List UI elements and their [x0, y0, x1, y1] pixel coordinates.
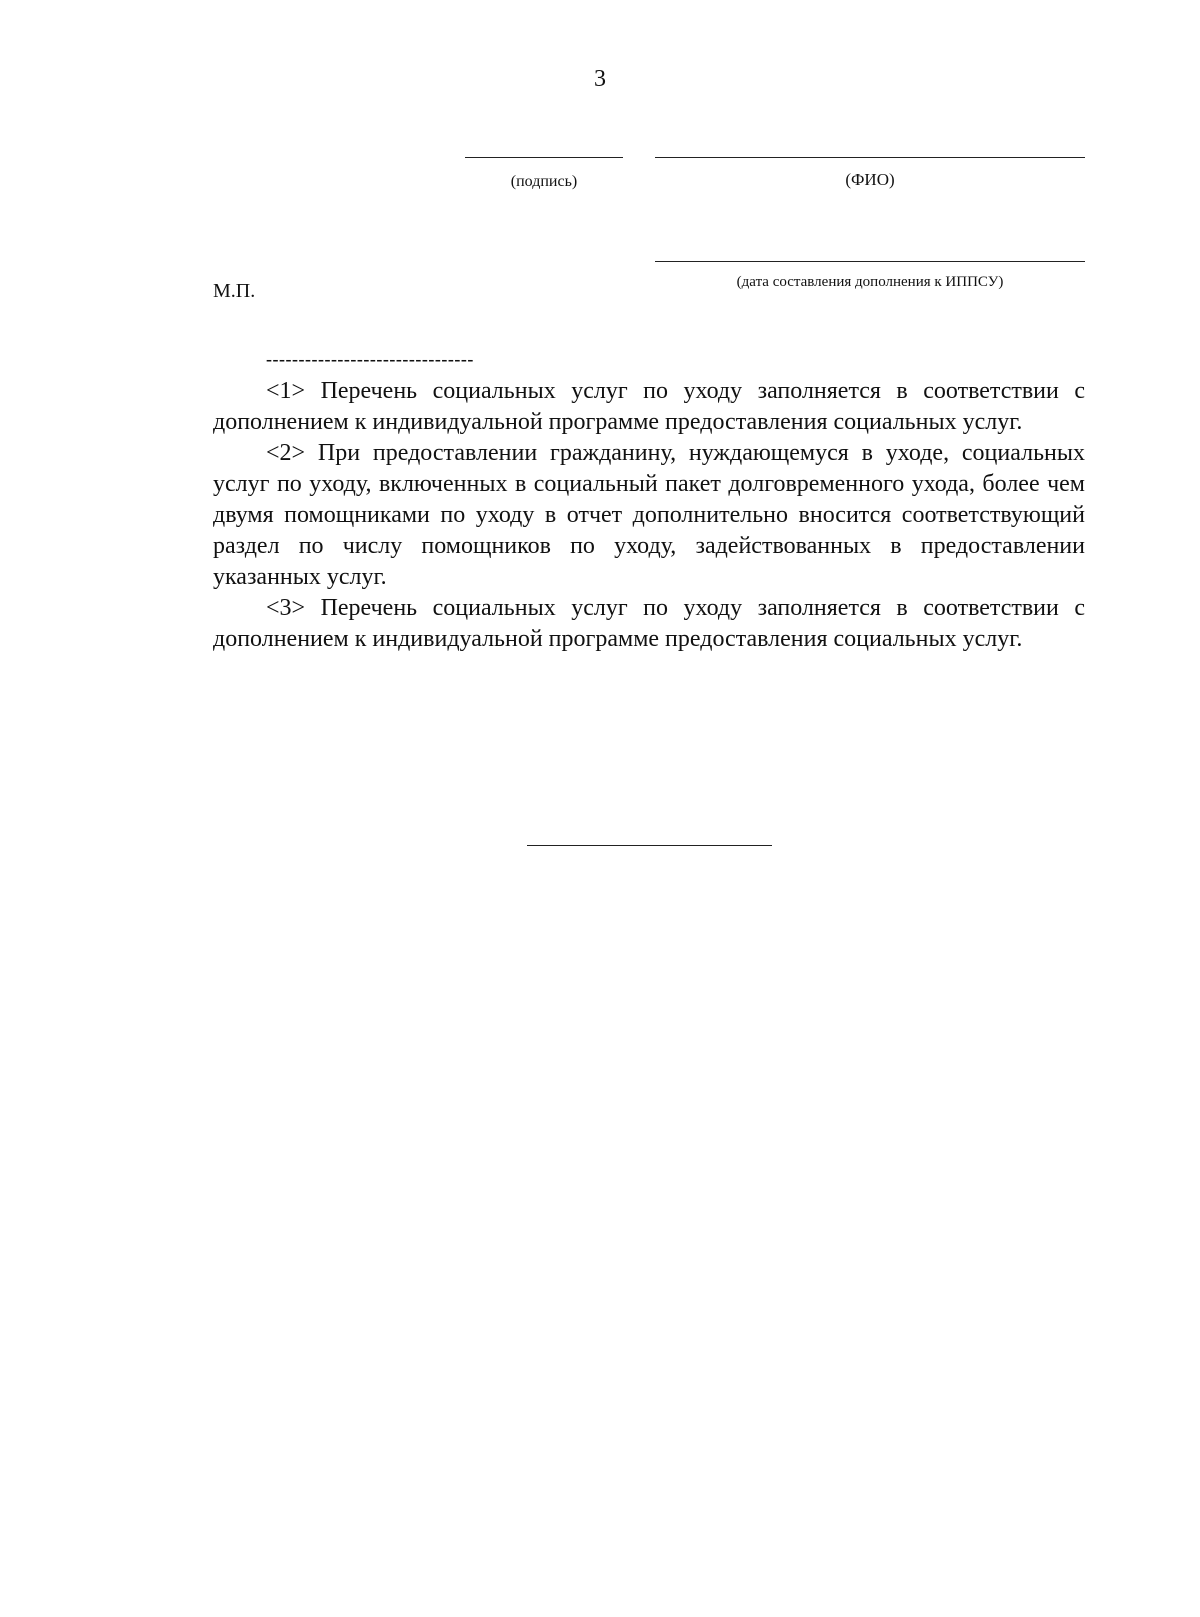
- fio-line: [655, 157, 1085, 158]
- fio-label: (ФИО): [845, 170, 895, 189]
- stamp-mark: М.П.: [213, 280, 256, 302]
- end-of-document-line: [527, 845, 772, 846]
- page-number: 3: [594, 66, 606, 92]
- footnote-1: <1> Перечень социальных услуг по уходу заполняется в соответствии с дополнением к индивидуальной программе предоставления социальных услуг.: [213, 378, 1085, 435]
- date-line: [655, 261, 1085, 262]
- date-label: (дата составления дополнения к ИППСУ): [736, 274, 1004, 290]
- footnote-3: <3> Перечень социальных услуг по уходу заполняется в соответствии с дополнением к индивидуальной программе предоставления социальных услуг.: [213, 595, 1085, 652]
- signature-label: (подпись): [510, 173, 578, 190]
- footnote-separator: --------------------------------: [266, 349, 474, 369]
- signature-line: [465, 157, 623, 158]
- footnotes: [213, 376, 1085, 655]
- footnote-2: <2> При предоставлении гражданину, нуждающемуся в уходе, социальных услуг по уходу, включенных в социальный пакет долговременного ухода, более чем двумя помощниками по уходу в отчет дополнительно вносится соответствующий раздел по числу помощников по уходу, задействованных в предоставлении указанных услуг.: [213, 440, 1085, 590]
